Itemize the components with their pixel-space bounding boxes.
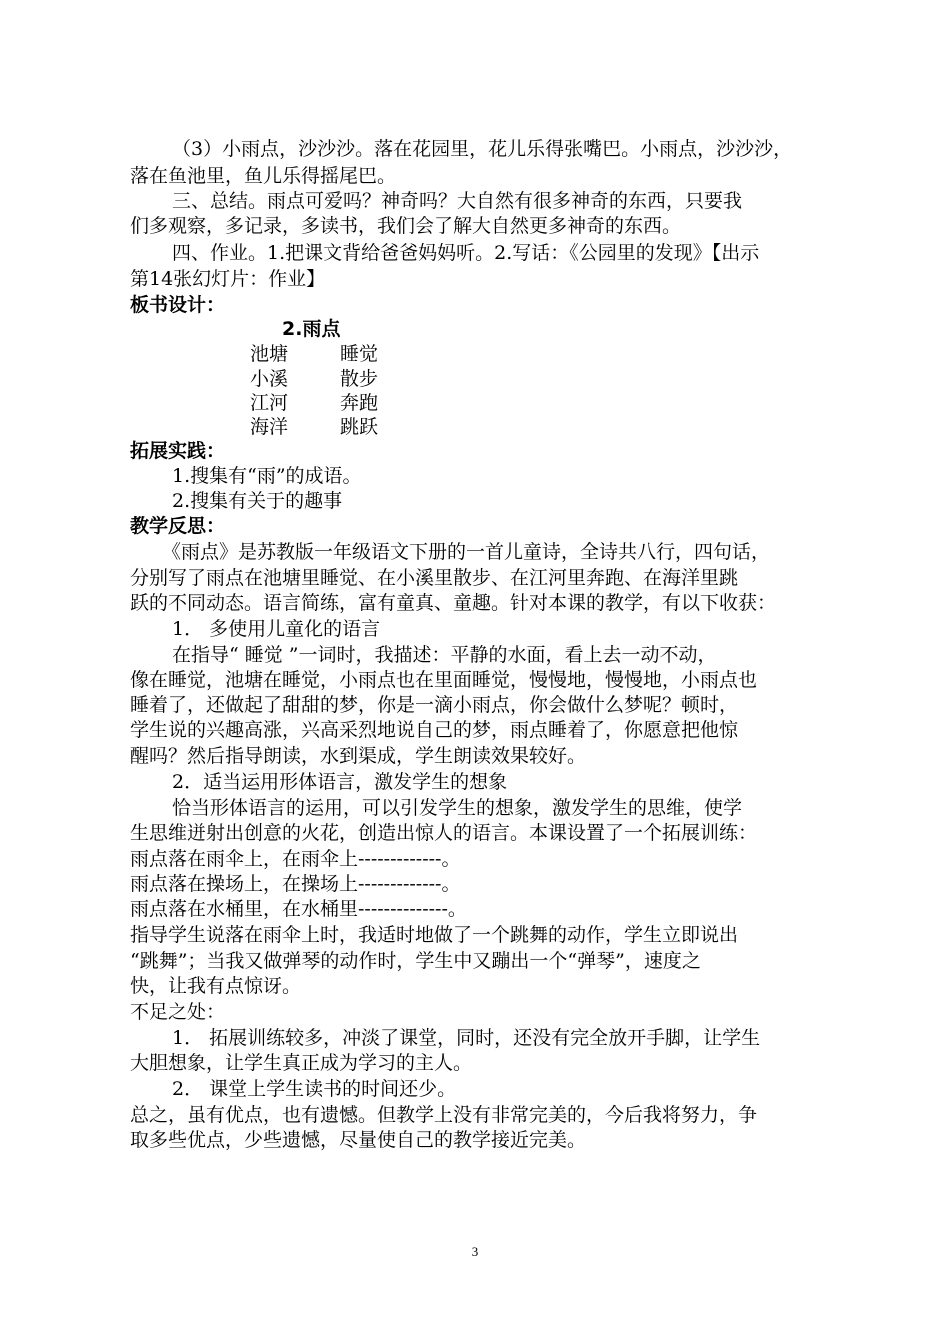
reflection-line: 大胆想象，让学生真正成为学习的主人。 [130,1052,473,1074]
paragraph-line: 第14张幻灯片：作业】 [130,268,326,290]
reflection-line: 1． 多使用儿童化的语言 [172,618,381,640]
page-number: 3 [471,1244,479,1259]
reflection-line: 跃的不同动态。语言简练，富有童真、童趣。针对本课的教学，有以下收获： [130,592,777,614]
practice-heading: 拓展实践： [130,440,226,462]
reflection-line: 快，让我有点惊讶。 [130,975,302,997]
reflection-line: 雨点落在操场上，在操场上-------------。 [130,873,461,895]
reflection-line: 在指导“ 睡觉 ”一词时，我描述：平静的水面，看上去一动不动， [172,644,717,666]
board-left-item: 江河 [250,392,289,414]
reflection-line: 取多些优点，少些遗憾，尽量使自己的教学接近完美。 [130,1129,587,1151]
reflection-line: 不足之处： [130,1001,226,1023]
reflection-line: 雨点落在雨伞上，在雨伞上-------------。 [130,848,461,870]
reflection-line: 醒吗？然后指导朗读，水到渠成，学生朗读效果较好。 [130,745,587,767]
board-right-item: 跳跃 [340,416,379,438]
paragraph-line: 四、作业。1.把课文背给爸爸妈妈听。2.写话：《公园里的发现》【出示 [172,242,760,264]
board-title: 2.雨点 [282,318,341,340]
board-right-item: 睡觉 [340,343,379,365]
reflection-line: 分别写了雨点在池塘里睡觉、在小溪里散步、在江河里奔跑、在海洋里跳 [130,567,739,589]
paragraph-line: 落在鱼池里，鱼儿乐得摇尾巴。 [130,165,397,187]
reflection-line: 《雨点》是苏教版一年级语文下册的一首儿童诗，全诗共八行，四句话， [162,541,771,563]
paragraph-line: （3）小雨点，沙沙沙。落在花园里，花儿乐得张嘴巴。小雨点，沙沙沙， [172,138,793,160]
board-right-item: 散步 [340,368,379,390]
reflection-line: 生思维迸射出创意的火花，创造出惊人的语言。本课设置了一个拓展训练： [130,822,758,844]
reflection-line: 睡着了，还做起了甜甜的梦，你是一滴小雨点，你会做什么梦呢？顿时， [130,694,739,716]
reflection-line: 2． 课堂上学生读书的时间还少。 [172,1078,457,1100]
reflection-line: 学生说的兴趣高涨，兴高采烈地说自己的梦，雨点睡着了，你愿意把他惊 [130,719,739,741]
paragraph-line: 们多观察，多记录，多读书，我们会了解大自然更多神奇的东西。 [130,215,682,237]
reflection-heading: 教学反思： [130,515,226,537]
board-right-item: 奔跑 [340,392,379,414]
board-left-item: 海洋 [250,416,289,438]
practice-item: 1.搜集有“雨”的成语。 [172,465,362,487]
board-left-item: 池塘 [250,343,289,365]
board-heading: 板书设计： [130,294,226,316]
reflection-line: 总之，虽有优点，也有遗憾。但教学上没有非常完美的，今后我将努力，争 [130,1104,758,1126]
reflection-line: 2．适当运用形体语言，激发学生的想象 [172,771,508,793]
reflection-line: 雨点落在水桶里，在水桶里--------------。 [130,898,467,920]
board-left-item: 小溪 [250,368,289,390]
reflection-line: “跳舞”；当我又做弹琴的动作时，学生中又蹦出一个“弹琴”，速度之 [130,950,701,972]
reflection-line: 1． 拓展训练较多，冲淡了课堂，同时，还没有完全放开手脚，让学生 [172,1027,761,1049]
paragraph-line: 三、总结。雨点可爱吗？神奇吗？大自然有很多神奇的东西，只要我 [172,190,743,212]
reflection-line: 指导学生说落在雨伞上时，我适时地做了一个跳舞的动作，学生立即说出 [130,924,739,946]
reflection-line: 像在睡觉，池塘在睡觉，小雨点也在里面睡觉，慢慢地，慢慢地，小雨点也 [130,669,758,691]
reflection-line: 恰当形体语言的运用，可以引发学生的想象，激发学生的思维，使学 [172,797,743,819]
practice-item: 2.搜集有关于的趣事 [172,490,343,512]
